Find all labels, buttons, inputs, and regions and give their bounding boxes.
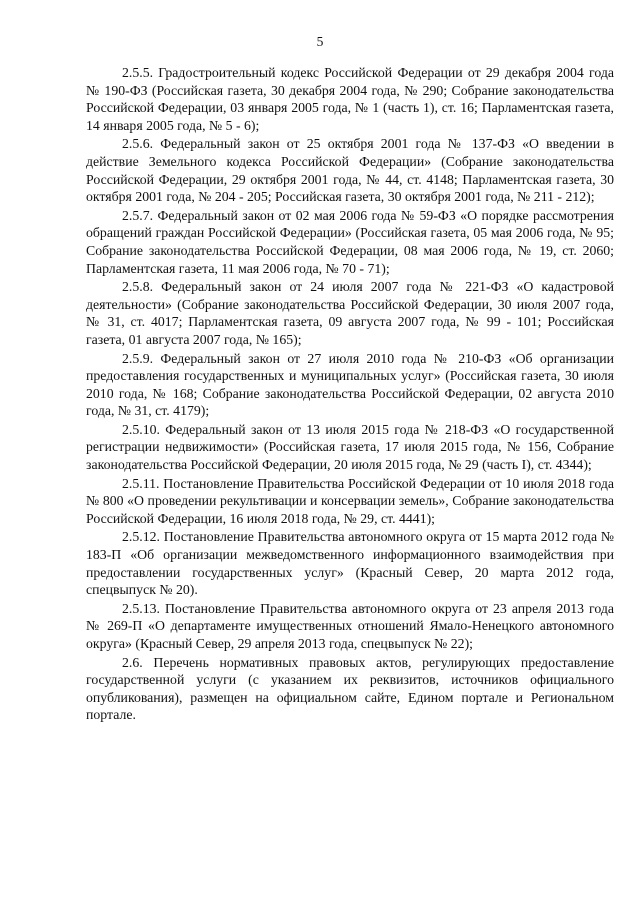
paragraph-2-5-5: 2.5.5. Градостроительный кодекс Российской Федерации от 29 декабря 2004 года № 190-ФЗ (Российская газета, 30 декабря 2004 года, № 290; Собрание законодательства Российской Федерации, 03 января 2005 года, № 1 (часть 1), ст. 16; Парламентская газета, 14 января 2005 года, № 5 - 6); — [86, 65, 614, 133]
paragraph-2-5-9: 2.5.9. Федеральный закон от 27 июля 2010 года № 210-ФЗ «Об организации предоставления государственных и муниципальных услуг» (Российская газета, 30 июля 2010 года, № 168; Собрание законодательства Российской Федерации, 02 августа 2010 года, № 31, ст. 4179); — [86, 350, 614, 419]
page-number: 5 — [316, 34, 324, 49]
paragraph-2-5-13: 2.5.13. Постановление Правительства автономного округа от 23 апреля 2013 года № 269-П «О департаменте имущественных отношений Ямало-Ненецкого автономного округа» (Красный Север, 29 апреля 2013 года, спецвыпуск № 22); — [86, 600, 614, 651]
paragraph-2-5-6: 2.5.6. Федеральный закон от 25 октября 2001 года № 137-ФЗ «О введении в действие Земельного кодекса Российской Федерации» (Собрание законодательства Российской Федерации, 29 октября 2001 года, № 44, ст. 4148; Парламентская газета, 30 октября 2001 года, № 204 - 205; Российская газета, 30 октября 2001 года, № 211 - 212); — [86, 136, 614, 205]
paragraph-2-5-11: 2.5.11. Постановление Правительства Российской Федерации от 10 июля 2018 года № 800 «О проведении рекультивации и консервации земель», Собрание законодательства Российской Федерации, 16 июля 2018 года, № 29, ст. 4441); — [86, 475, 614, 526]
paragraph-2-5-12: 2.5.12. Постановление Правительства автономного округа от 15 марта 2012 года № 183-П «Об организации межведомственного информационного взаимодействия при предоставлении государственных услуг» (Красный Север, 20 марта 2012 года, спецвыпуск № 20). — [86, 529, 614, 598]
document-body — [86, 64, 614, 725]
paragraph-2-5-7: 2.5.7. Федеральный закон от 02 мая 2006 года № 59-ФЗ «О порядке рассмотрения обращений граждан Российской Федерации» (Российская газета, 05 мая 2006 года, № 95; Собрание законодательства Российской Федерации, 08 мая 2006 года, № 19, ст. 2060; Парламентская газета, 11 мая 2006 года, № 70 - 71); — [86, 207, 614, 276]
paragraph-2-5-10: 2.5.10. Федеральный закон от 13 июля 2015 года № 218-ФЗ «О государственной регистрации недвижимости» (Российская газета, 17 июля 2015 года, № 156, Собрание законодательства Российской Федерации, 20 июля 2015 года, № 29 (часть I), ст. 4344); — [86, 421, 614, 473]
paragraph-2-6: 2.6. Перечень нормативных правовых актов, регулирующих предоставление государственной услуги (с указанием их реквизитов, источников официального опубликования), размещен на официальном сайте, Едином портале и Региональном портале. — [86, 654, 614, 723]
paragraph-2-5-8: 2.5.8. Федеральный закон от 24 июля 2007 года № 221-ФЗ «О кадастровой деятельности» (Собрание законодательства Российской Федерации, 30 июля 2007 года, № 31, ст. 4017; Парламентская газета, 09 августа 2007 года, № 99 - 101; Российская газета, 01 августа 2007 года, № 165); — [86, 279, 614, 347]
